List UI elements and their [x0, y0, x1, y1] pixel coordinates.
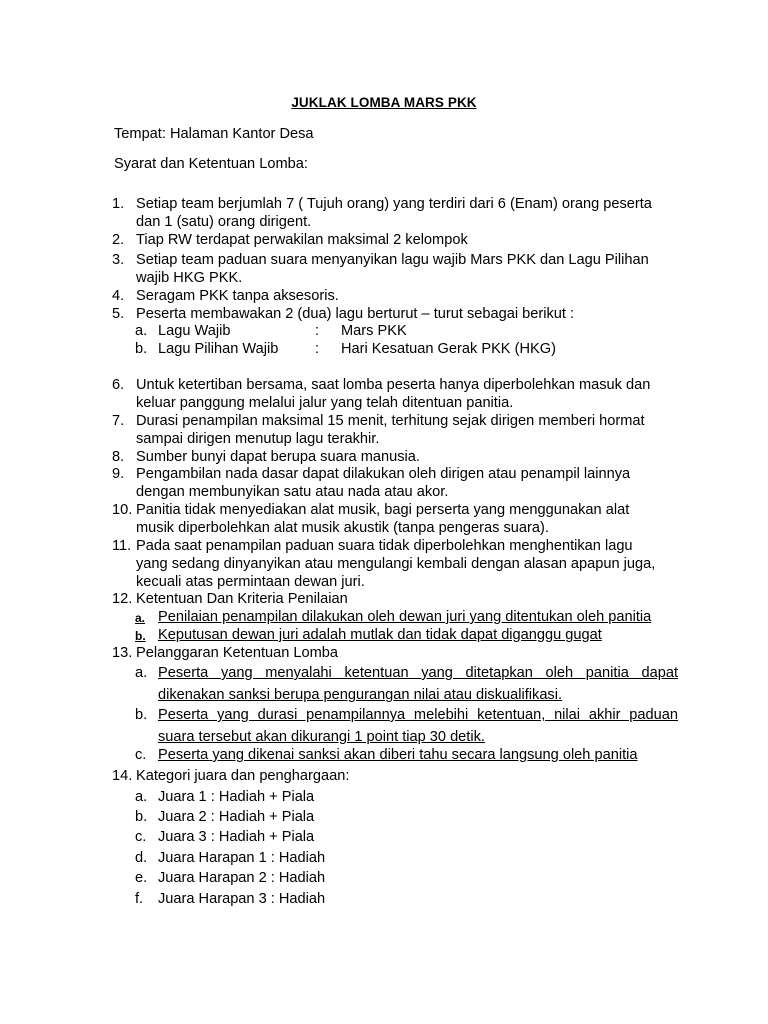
item-number: 5.	[112, 306, 125, 322]
sub-letter: a.	[135, 323, 148, 339]
item-text-continued: musik diperbolehkan alat musik akustik (tanpa pengeras suara).	[136, 520, 549, 536]
lagu-name: Lagu Pilihan Wajib	[158, 341, 279, 357]
document-title: JUKLAK LOMBA MARS PKK	[291, 95, 477, 110]
item-number: 11.	[112, 538, 132, 554]
item-number: 3.	[112, 252, 125, 268]
kriteria-text: Keputusan dewan juri adalah mutlak dan tidak dapat diganggu gugat	[158, 627, 602, 643]
item-text-continued: dengan membunyikan satu atau nada atau akor.	[136, 484, 449, 500]
item-number: 7.	[112, 413, 125, 429]
sub-letter: b.	[135, 629, 146, 643]
item-text: Kategori juara dan penghargaan:	[136, 768, 350, 784]
item-text-continued: keluar panggung melalui jalur yang telah ditentuan panitia.	[136, 395, 514, 411]
item-text: Panitia tidak menyediakan alat musik, bagi perserta yang menggunakan alat	[136, 502, 630, 518]
colon: :	[315, 341, 320, 357]
sub-letter: b.	[135, 809, 148, 825]
sub-letter: c.	[135, 747, 147, 763]
item-number: 8.	[112, 449, 125, 465]
tempat-line: Tempat: Halaman Kantor Desa	[114, 126, 314, 142]
item-text-continued: sampai dirigen menutup lagu terakhir.	[136, 431, 380, 447]
item-text: Pada saat penampilan paduan suara tidak diperbolehkan menghentikan lagu	[136, 538, 633, 554]
juara-text: Juara Harapan 2 : Hadiah	[158, 870, 326, 886]
juara-text: Juara 3 : Hadiah + Piala	[158, 829, 315, 845]
item-text-continued: yang sedang dinyanyikan atau mengulangi kembali dengan alasan apapun juga,	[136, 556, 656, 572]
item-number: 1.	[112, 196, 125, 212]
sub-letter: f.	[135, 891, 144, 907]
item-text-continued: kecuali atas permintaan dewan juri.	[136, 574, 365, 590]
pelanggaran-text-continued: suara tersebut akan dikurangi 1 point tiap 30 detik.	[158, 729, 485, 745]
colon: :	[315, 323, 320, 339]
item-text: Pengambilan nada dasar dapat dilakukan oleh dirigen atau penampil lainnya	[136, 466, 631, 482]
pelanggaran-text-continued: dikenakan sanksi berupa pengurangan nilai atau diskualifikasi.	[158, 687, 563, 703]
item-text: Untuk ketertiban bersama, saat lomba peserta hanya diperbolehkan masuk dan	[136, 377, 651, 393]
juara-text: Juara Harapan 1 : Hadiah	[158, 850, 326, 866]
item-text: Peserta membawakan 2 (dua) lagu berturut – turut sebagai berikut :	[136, 306, 575, 322]
item-text: Durasi penampilan maksimal 15 menit, terhitung sejak dirigen memberi hormat	[136, 413, 645, 429]
lagu-value: Mars PKK	[341, 323, 407, 339]
item-number: 4.	[112, 288, 125, 304]
sub-letter: e.	[135, 870, 148, 886]
sub-letter: a.	[135, 611, 146, 625]
item-text: Setiap team berjumlah 7 ( Tujuh orang) yang terdiri dari 6 (Enam) orang peserta	[136, 196, 652, 212]
item-text-continued: dan 1 (satu) orang dirigent.	[136, 214, 312, 230]
juara-text: Juara 1 : Hadiah + Piala	[158, 789, 315, 805]
syarat-heading: Syarat dan Ketentuan Lomba:	[114, 156, 308, 172]
item-text: Sumber bunyi dapat berupa suara manusia.	[136, 449, 420, 465]
item-number: 9.	[112, 466, 125, 482]
item-number: 2.	[112, 232, 125, 248]
item-number: 14.	[112, 768, 133, 784]
item-number: 10.	[112, 502, 133, 518]
sub-letter: c.	[135, 829, 147, 845]
item-number: 6.	[112, 377, 125, 393]
juara-text: Juara 2 : Hadiah + Piala	[158, 809, 315, 825]
item-text: Setiap team paduan suara menyanyikan lagu wajib Mars PKK dan Lagu Pilihan	[136, 252, 649, 268]
item-text: Seragam PKK tanpa aksesoris.	[136, 288, 339, 304]
sub-letter: b.	[135, 707, 148, 723]
item-number: 13.	[112, 645, 133, 661]
sub-letter: a.	[135, 665, 148, 681]
item-text-continued: wajib HKG PKK.	[136, 270, 243, 286]
juara-text: Juara Harapan 3 : Hadiah	[158, 891, 326, 907]
sub-letter: b.	[135, 341, 148, 357]
item-text: Ketentuan Dan Kriteria Penilaian	[136, 591, 348, 607]
pelanggaran-text: Peserta yang dikenai sanksi akan diberi tahu secara langsung oleh panitia	[158, 747, 638, 763]
item-number: 12.	[112, 591, 133, 607]
kriteria-text: Penilaian penampilan dilakukan oleh dewan juri yang ditentukan oleh panitia	[158, 609, 652, 625]
sub-letter: d.	[135, 850, 148, 866]
lagu-name: Lagu Wajib	[158, 323, 231, 339]
lagu-value: Hari Kesatuan Gerak PKK (HKG)	[341, 341, 556, 357]
pelanggaran-text: Peserta yang menyalahi ketentuan yang ditetapkan oleh panitia dapat	[158, 665, 678, 681]
sub-letter: a.	[135, 789, 148, 805]
pelanggaran-text: Peserta yang durasi penampilannya melebihi ketentuan, nilai akhir paduan	[158, 707, 678, 723]
item-text: Tiap RW terdapat perwakilan maksimal 2 kelompok	[136, 232, 468, 248]
item-text: Pelanggaran Ketentuan Lomba	[136, 645, 339, 661]
